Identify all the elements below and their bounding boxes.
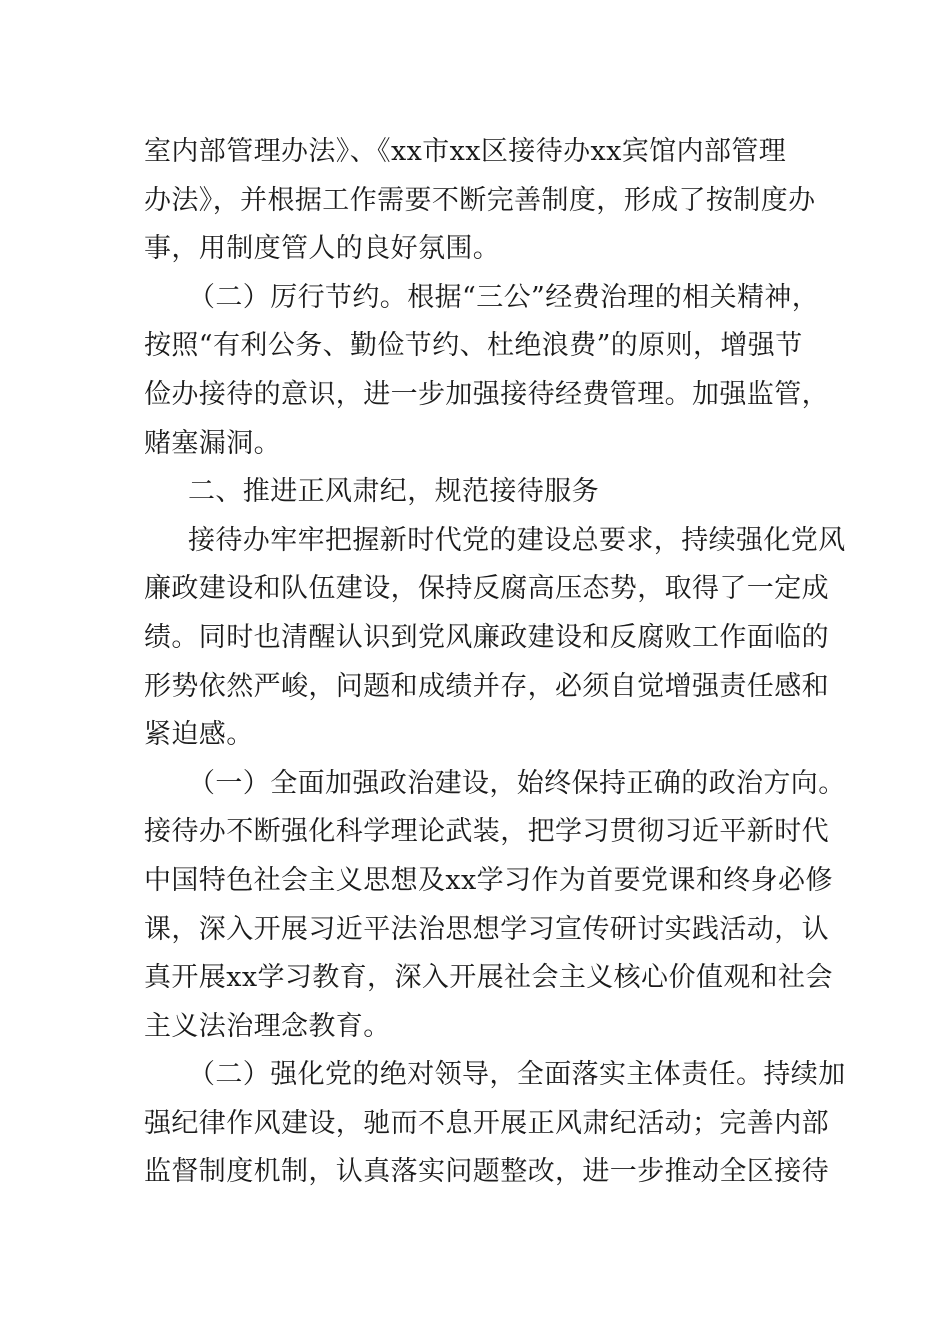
document-body xyxy=(144,128,846,1197)
section-heading: 二、推进正风肃纪，规范接待服务 xyxy=(188,476,599,508)
text-line: 主义法治理念教育。 xyxy=(144,1010,391,1042)
text-line: 形势依然严峻，问题和成绩并存，必须自觉增强责任感和 xyxy=(144,670,829,702)
text-line: 俭办接待的意识，进一步加强接待经费管理。加强监管， xyxy=(144,378,829,410)
text-line: 室内部管理办法》、《xx市xx区接待办xx宾馆内部管理 xyxy=(144,136,787,167)
subheading-line: （二）厉行节约。根据“三公”经费治理的相关精神， xyxy=(188,281,820,313)
subheading-line: （一）全面加强政治建设，始终保持正确的政治方向。 xyxy=(188,767,846,799)
text-line: 中国特色社会主义思想及xx学习作为首要党课和终身必修 xyxy=(144,864,833,896)
text-line: 接待办不断强化科学理论武装，把学习贯彻习近平新时代 xyxy=(144,816,829,848)
text-line: 赌塞漏洞。 xyxy=(144,427,281,459)
text-line: 监督制度机制，认真落实问题整改，进一步推动全区接待 xyxy=(144,1156,829,1188)
text-line: 强纪律作风建设，驰而不息开展正风肃纪活动；完善内部 xyxy=(144,1107,829,1139)
text-line: 课，深入开展习近平法治思想学习宣传研讨实践活动，认 xyxy=(144,913,829,945)
text-line: 廉政建设和队伍建设，保持反腐高压态势，取得了一定成 xyxy=(144,573,829,605)
text-line: 事，用制度管人的良好氛围。 xyxy=(144,233,501,265)
text-line: 紧迫感。 xyxy=(144,719,254,751)
subheading-line: （二）强化党的绝对领导，全面落实主体责任。持续加 xyxy=(188,1059,846,1091)
text-line: 绩。同时也清醒认识到党风廉政建设和反腐败工作面临的 xyxy=(144,621,829,653)
text-line: 办法》，并根据工作需要不断完善制度，形成了按制度办 xyxy=(144,184,816,216)
text-line: 真开展xx学习教育，深入开展社会主义核心价值观和社会 xyxy=(144,962,833,994)
text-line: 按照“有利公务、勤俭节约、杜绝浪费”的原则，增强节 xyxy=(144,330,803,362)
paragraph-start-line: 接待办牢牢把握新时代党的建设总要求，持续强化党风 xyxy=(188,524,846,556)
